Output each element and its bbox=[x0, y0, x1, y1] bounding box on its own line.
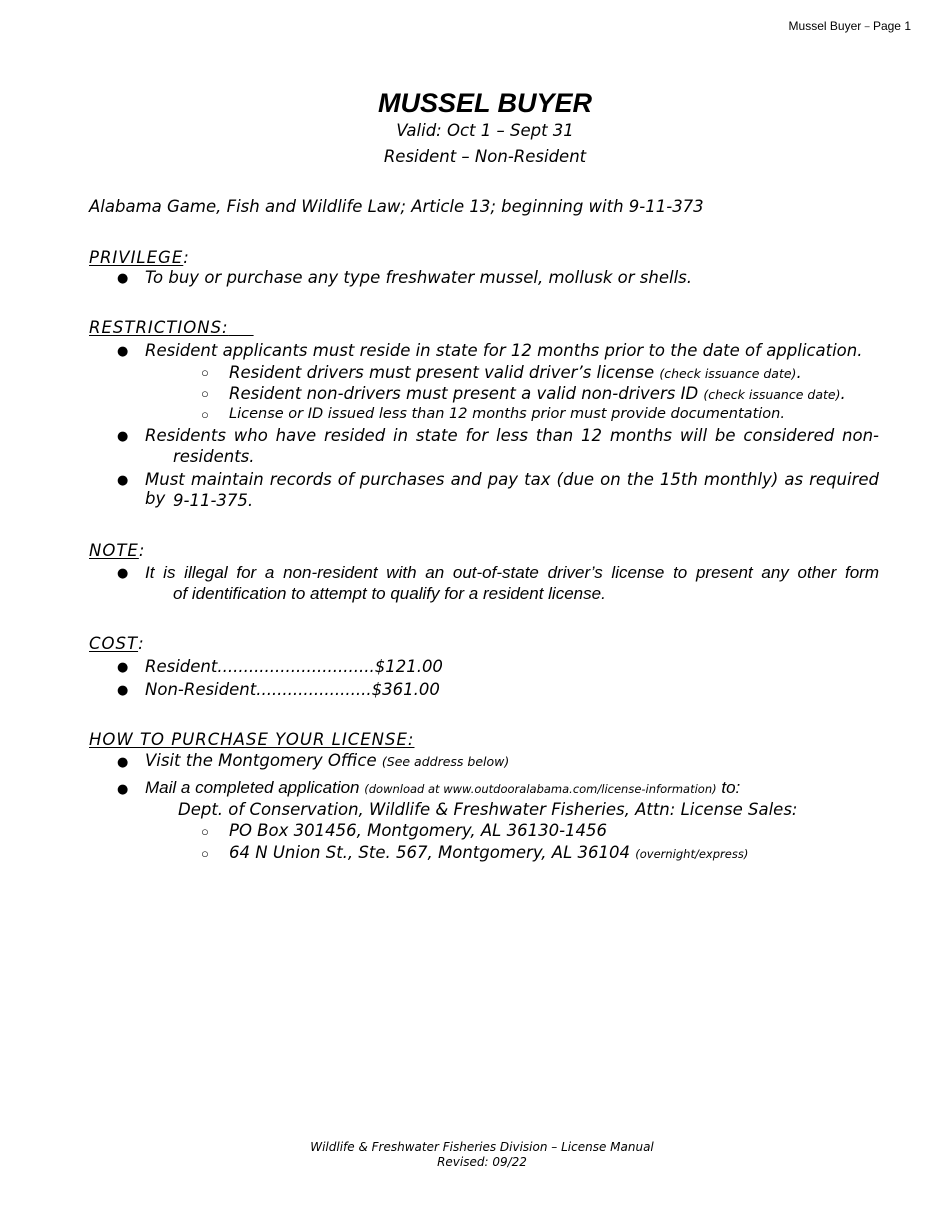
privilege-heading-row bbox=[89, 248, 189, 267]
subitem-end: . bbox=[796, 363, 802, 382]
cost-heading-row bbox=[89, 634, 144, 653]
restriction-item: Residents who have resided in state for less than 12 months will be considered non- bbox=[145, 426, 879, 445]
cost-resident bbox=[145, 657, 443, 676]
subitem-text: Resident non-drivers must present a valid non-drivers ID bbox=[229, 384, 699, 403]
visit-note: (See address below) bbox=[381, 754, 510, 769]
footer-revised: Revised: 09/22 bbox=[437, 1155, 527, 1169]
cost-price: $361.00 bbox=[371, 680, 440, 699]
overnight-address bbox=[229, 843, 748, 862]
footer-division: Wildlife & Freshwater Fisheries Division – License Manual bbox=[310, 1140, 654, 1154]
bullet-icon: ● bbox=[117, 429, 129, 444]
restrictions-heading-text: RESTRICTIONS: bbox=[89, 318, 229, 337]
circle-bullet-icon: ○ bbox=[201, 386, 209, 401]
header-doc-name: Mussel Buyer bbox=[788, 19, 862, 33]
page-title: MUSSEL BUYER bbox=[377, 88, 593, 118]
restriction-item-continued: 9-11-375. bbox=[173, 491, 254, 510]
circle-bullet-icon: ○ bbox=[201, 846, 209, 861]
mail-text: Mail a completed application bbox=[145, 778, 360, 797]
privilege-colon: : bbox=[183, 248, 189, 267]
header-dash: – bbox=[864, 21, 870, 31]
privilege-item: To buy or purchase any type freshwater mussel, mollusk or shells. bbox=[145, 268, 693, 287]
bullet-icon: ● bbox=[117, 755, 129, 770]
visit-text: Visit the Montgomery Office bbox=[145, 751, 377, 770]
cost-colon: : bbox=[138, 634, 144, 653]
restriction-subitem bbox=[229, 384, 846, 403]
note-colon: : bbox=[138, 541, 145, 560]
note-text-continued: of identification to attempt to qualify for a resident license. bbox=[173, 584, 606, 603]
privilege-heading: PRIVILEGE bbox=[89, 248, 184, 267]
circle-bullet-icon: ○ bbox=[201, 365, 209, 380]
note-text: It is illegal for a non-resident with an out-of-state driver’s license to present any other form bbox=[145, 563, 879, 582]
cost-label: Non-Resident...................... bbox=[145, 680, 372, 699]
header-page-number: Page 1 bbox=[872, 19, 911, 33]
valid-dates: Valid: Oct 1 – Sept 31 bbox=[396, 121, 574, 140]
circle-bullet-icon: ○ bbox=[201, 407, 209, 422]
restriction-subitem bbox=[229, 363, 802, 382]
cost-heading: COST bbox=[89, 634, 139, 653]
residency-types: Resident – Non-Resident bbox=[383, 147, 587, 166]
note-heading-row bbox=[89, 541, 144, 560]
subitem-text: Resident drivers must present valid driver’s license bbox=[229, 363, 655, 382]
cost-label: Resident.............................. bbox=[145, 657, 375, 676]
purchase-visit bbox=[145, 751, 509, 770]
purchase-heading: HOW TO PURCHASE YOUR LICENSE: bbox=[89, 730, 415, 749]
bullet-icon: ● bbox=[117, 473, 129, 488]
restriction-subitem: License or ID issued less than 12 months prior must provide documentation. bbox=[229, 406, 785, 422]
cost-non-resident bbox=[145, 680, 440, 699]
purchase-mail bbox=[145, 778, 740, 798]
page-header bbox=[789, 19, 911, 33]
dept-address-line: Dept. of Conservation, Wildlife & Freshwater Fisheries, Attn: License Sales: bbox=[178, 800, 798, 819]
bullet-icon: ● bbox=[117, 566, 129, 581]
bullet-icon: ● bbox=[117, 660, 129, 675]
law-reference: Alabama Game, Fish and Wildlife Law; Article 13; beginning with 9-11-373 bbox=[89, 197, 704, 216]
address-text: 64 N Union St., Ste. 567, Montgomery, AL 36104 bbox=[229, 843, 631, 862]
bullet-icon: ● bbox=[117, 344, 129, 359]
circle-bullet-icon: ○ bbox=[201, 824, 209, 839]
mail-end: to: bbox=[721, 778, 741, 797]
restriction-item: Must maintain records of purchases and pay tax (due on the 15th monthly) as required by bbox=[145, 470, 879, 508]
restrictions-heading bbox=[89, 318, 254, 337]
bullet-icon: ● bbox=[117, 683, 129, 698]
address-note: (overnight/express) bbox=[635, 847, 749, 861]
bullet-icon: ● bbox=[117, 782, 129, 797]
subitem-end: . bbox=[840, 384, 846, 403]
restriction-item-continued: residents. bbox=[173, 447, 255, 466]
mail-address: PO Box 301456, Montgomery, AL 36130-1456 bbox=[229, 821, 608, 840]
note-heading: NOTE bbox=[89, 541, 139, 560]
subitem-note: (check issuance date) bbox=[703, 387, 841, 402]
cost-price: $121.00 bbox=[374, 657, 443, 676]
mail-note: (download at www.outdooralabama.com/license-information) bbox=[364, 782, 717, 796]
restriction-item: Resident applicants must reside in state for 12 months prior to the date of application. bbox=[145, 341, 863, 360]
subitem-note: (check issuance date) bbox=[659, 366, 797, 381]
bullet-icon: ● bbox=[117, 271, 129, 286]
